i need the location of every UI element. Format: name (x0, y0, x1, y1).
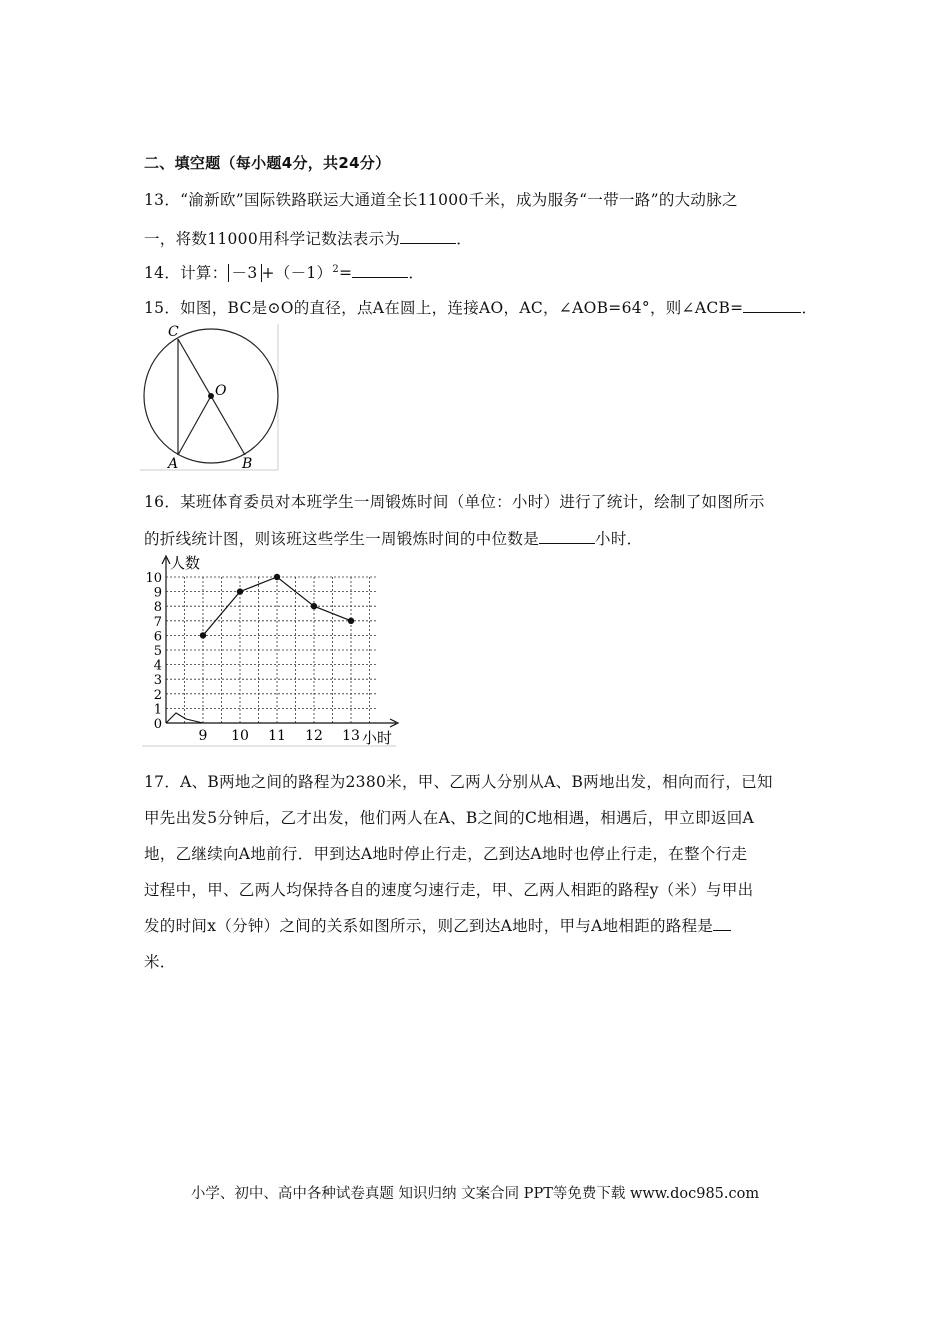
y-axis-label: 人数 (170, 554, 201, 572)
y-tick-label: 8 (153, 600, 162, 616)
q17-line1: 17．A、B两地之间的路程为2380米，甲、乙两人分别从A、B两地出发，相向而行，已知 (144, 773, 773, 791)
q14-abs-value: －3 (228, 264, 262, 282)
q16-answer-blank[interactable] (539, 528, 595, 544)
q14-mid: +（－1） (261, 264, 333, 282)
x-tick-label: 10 (231, 728, 249, 744)
q16-text: 的折线统计图，则该班这些学生一周锻炼时间的中位数是 (144, 530, 540, 548)
q16-line1: 16．某班体育委员对本班学生一周锻炼时间（单位：小时）进行了统计，绘制了如图所示 (144, 493, 765, 511)
y-tick-label: 4 (153, 658, 162, 674)
y-tick-label: 1 (153, 702, 162, 718)
q16-suffix: 小时． (595, 530, 643, 548)
q14-prefix: 14．计算： (144, 264, 228, 282)
q17-line4: 过程中，甲、乙两人均保持各自的速度匀速行走，甲、乙两人相距的路程y（米）与甲出 (144, 881, 754, 899)
y-tick-label: 5 (153, 644, 162, 659)
label-a: A (168, 456, 179, 472)
q17-line3: 地，乙继续向A地前行．甲到达A地时停止行走，乙到达A地时也停止行走，在整个行走 (144, 845, 748, 863)
q17-line5 (144, 914, 731, 936)
q14-line (144, 261, 424, 283)
y-tick-label: 2 (153, 687, 162, 703)
data-point (274, 574, 280, 580)
q15-line (144, 296, 817, 318)
q13-end: ． (456, 230, 473, 248)
q17-text: 发的时间x（分钟）之间的关系如图所示，则乙到达A地时，甲与A地相距的路程是 (144, 917, 714, 935)
q15-answer-blank[interactable] (743, 297, 801, 313)
q17-line6: 米． (144, 953, 176, 971)
q14-end: ． (408, 264, 425, 282)
section-heading: 二、填空题（每小题4分，共24分） (144, 154, 391, 172)
y-tick-label: 7 (153, 614, 162, 630)
data-point (237, 588, 243, 594)
q13-answer-blank[interactable] (400, 228, 456, 244)
q17-line2: 甲先出发5分钟后，乙才出发，他们两人在A、B之间的C地相遇，相遇后，甲立即返回A (144, 809, 755, 827)
x-axis-label: 小时 (362, 729, 393, 747)
y-tick-label: 3 (153, 673, 162, 689)
x-tick-label: 9 (198, 728, 208, 744)
q15-text: 15．如图，BC是⊙O的直径，点A在圆上，连接AO，AC，∠AOB=64°，则∠ACB= (144, 299, 744, 317)
q14-eq: = (339, 264, 353, 282)
center-point (208, 393, 214, 399)
x-tick-label: 11 (268, 728, 286, 744)
data-point (200, 632, 206, 638)
q13-line2 (144, 227, 472, 249)
q14-exponent: 2 (332, 263, 340, 275)
q15-end: ． (801, 299, 818, 317)
y-tick-label: 0 (153, 717, 162, 732)
label-c: C (168, 324, 179, 340)
data-point (311, 603, 317, 609)
chart-axes (142, 556, 398, 746)
q17-answer-blank[interactable] (713, 915, 731, 931)
x-tick-label: 13 (342, 728, 360, 744)
chart-ticks (145, 571, 359, 744)
q16-line2 (144, 527, 642, 549)
y-tick-label: 6 (153, 629, 162, 645)
circle-figure (140, 322, 282, 472)
q13-line1: 13．“渝新欧”国际铁路联运大通道全长11000千米，成为服务“一带一路”的大动脉之 (144, 191, 738, 209)
q13-text: 一，将数11000用科学记数法表示为 (144, 230, 401, 248)
q14-answer-blank[interactable] (352, 262, 408, 278)
y-tick-label: 10 (145, 571, 162, 586)
chart-grid (166, 577, 376, 723)
label-o: O (215, 383, 227, 399)
line-chart (140, 550, 400, 750)
x-tick-label: 12 (305, 728, 323, 744)
label-b: B (242, 456, 253, 472)
data-point (348, 618, 354, 624)
y-tick-label: 9 (153, 585, 162, 601)
footer-text: 小学、初中、高中各种试卷真题 知识归纳 文案合同 PPT等免费下载 www.doc985.com (190, 1186, 760, 1202)
segment-ao (178, 396, 211, 455)
